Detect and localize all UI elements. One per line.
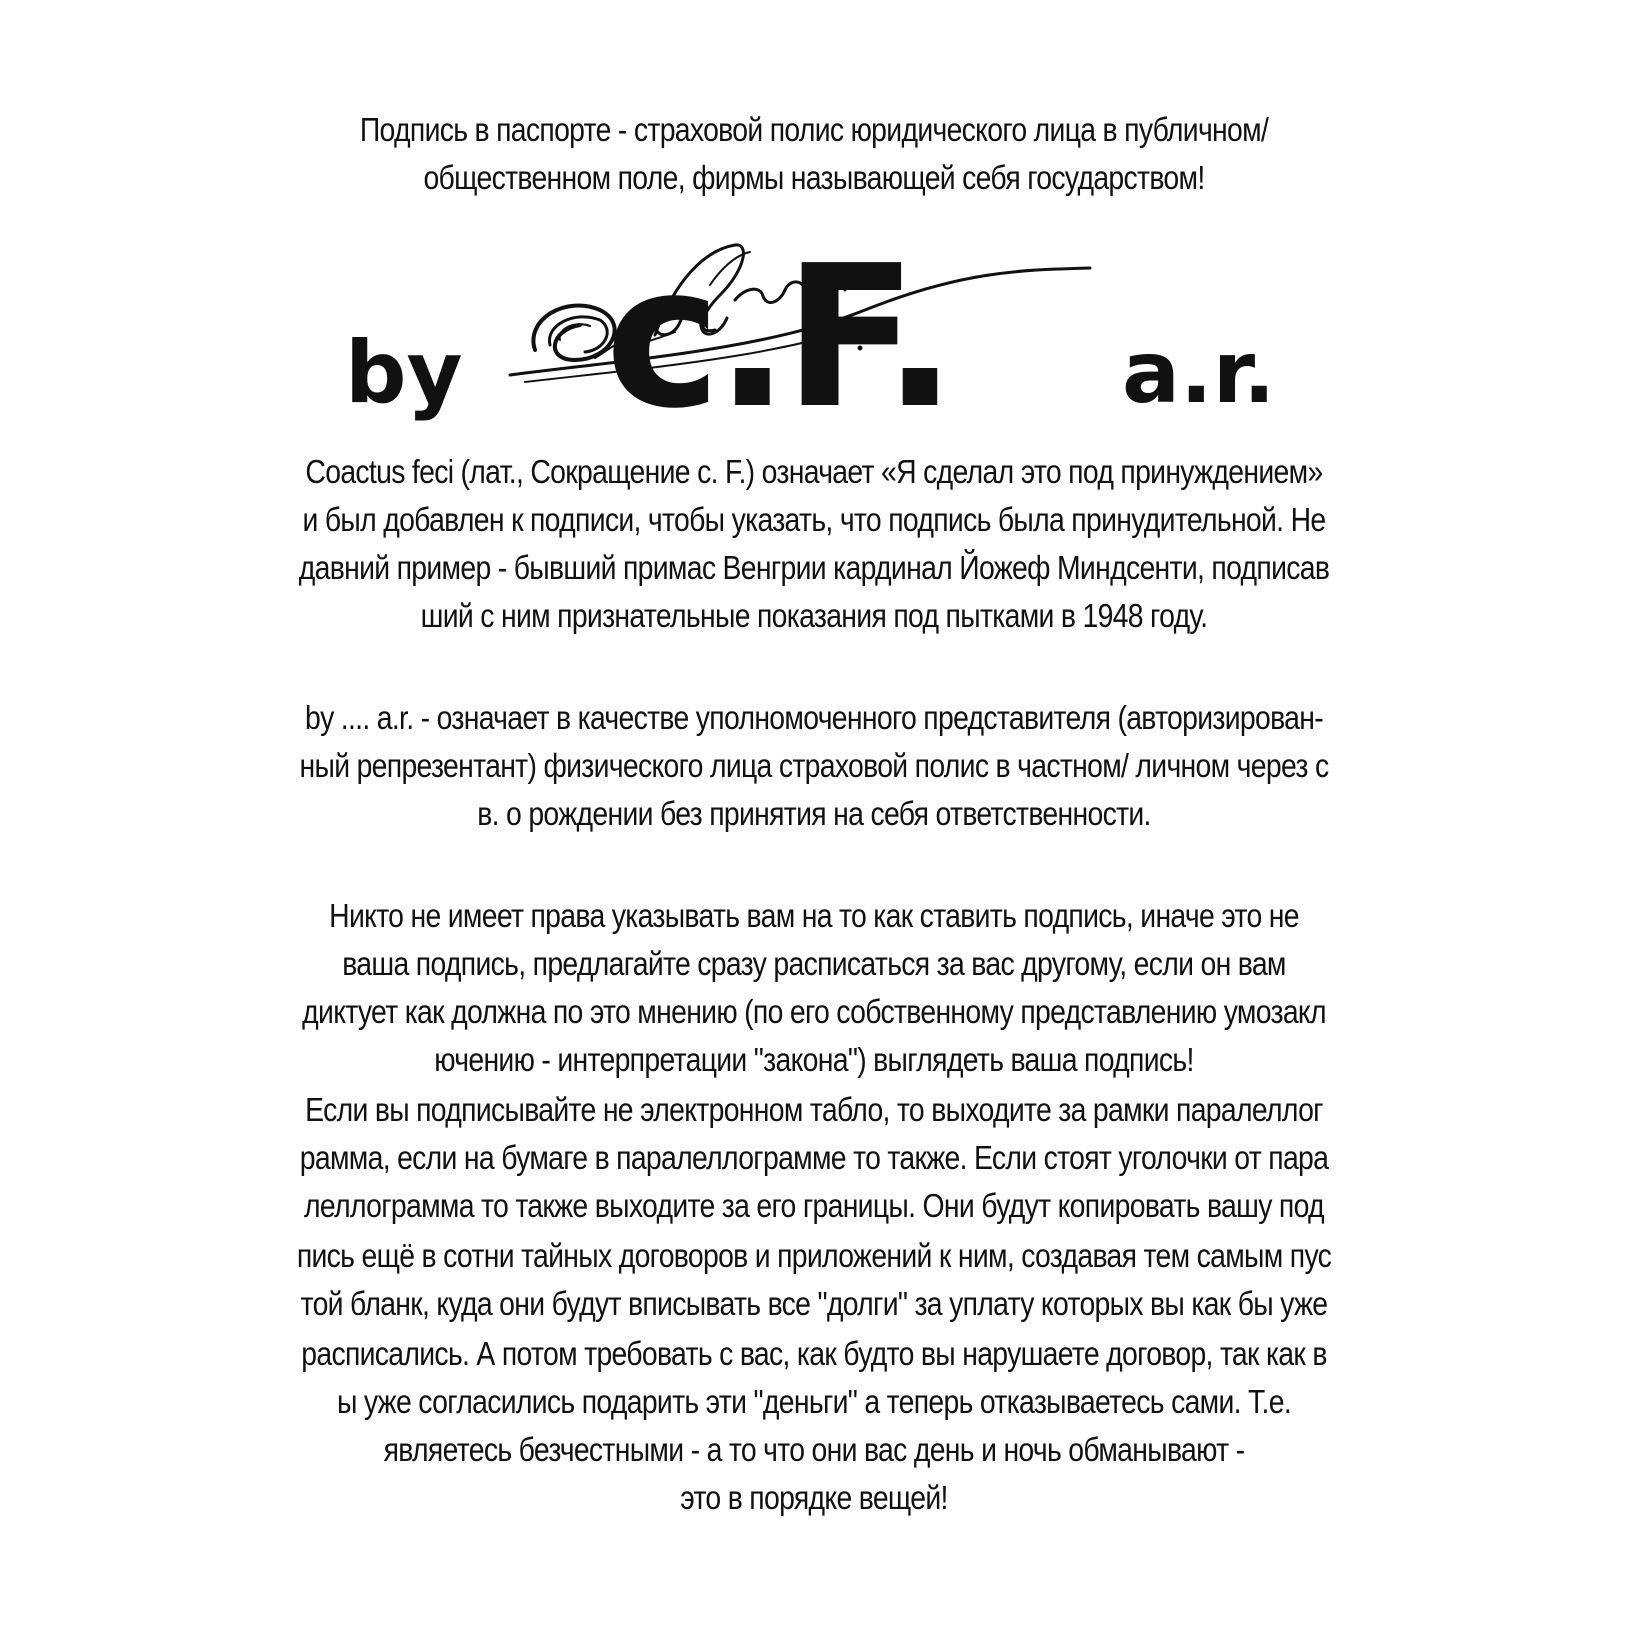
paragraph3-line-2: ваша подпись, предлагайте сразу расписаться за вас другому, если он вам [342,945,1286,982]
paragraph1-line-1: Coactus feci (лат., Сокращение c. F.) означает «Я сделал это под принуждением» [305,453,1323,490]
header-line-1: Подпись в паспорте - страховой полис юридического лица в публичном/ [359,111,1269,148]
paragraph2-line-1: by .... a.r. - означает в качестве уполномоченного представителя (авторизирован- [304,699,1324,736]
signature-cf: c.F. [605,224,952,452]
paragraph3-line-3: диктует как должна по это мнению (по его собственному представлению умозакл [302,993,1326,1030]
paragraph3-line-7: леллограмма то также выходите за его границы. Они будут копировать вашу под [304,1187,1324,1224]
paragraph3-line-13: это в порядке вещей! [680,1479,948,1516]
paragraph3-line-1: Никто не имеет права указывать вам на то как ставить подпись, иначе это не [329,897,1299,934]
paragraph1-line-3: давний пример - бывший примас Венгрии кардинал Йожеф Миндсенти, подписав [298,549,1330,586]
paragraph3-line-4: ючению - интерпретации "закона") выглядеть ваша подпись! [434,1041,1194,1078]
paragraph3-line-9: той бланк, куда они будут вписывать все "долги" за уплату которых вы как бы уже [300,1285,1328,1322]
signature-ar: a.r. [1122,323,1276,423]
paragraph3-line-10: расписались. А потом требовать с вас, как будто вы нарушаете договор, так как в [301,1335,1327,1372]
signature-by: by [345,323,463,423]
paragraph2-line-3: в. о рождении без принятия на себя ответственности. [477,795,1151,832]
header-line-2: общественном поле, фирмы называющей себя государством! [423,159,1205,196]
paragraph1-line-4: ший с ним признательные показания под пытками в 1948 году. [420,597,1208,634]
paragraph3-line-8: пись ещё в сотни тайных договоров и приложений к ним, создавая тем самым пус [296,1237,1332,1274]
paragraph2-line-2: ный репрезентант) физического лица страховой полис в частном/ личном через с [299,747,1329,784]
paragraph3-line-11: ы уже согласились подарить эти "деньги" а теперь отказываетесь сами. Т.е. [336,1383,1292,1420]
paragraph3-line-5: Если вы подписывайте не электронном табло, то выходите за рамки паралеллог [305,1091,1323,1128]
paragraph3-line-12: являетесь безчестными - а то что они вас день и ночь обманывают - [383,1431,1245,1468]
paragraph3-line-6: рамма, если на бумаге в паралеллограмме то также. Если стоят уголочки от пара [299,1139,1329,1176]
paragraph1-line-2: и был добавлен к подписи, чтобы указать, что подпись была принудительной. Не [302,501,1326,538]
